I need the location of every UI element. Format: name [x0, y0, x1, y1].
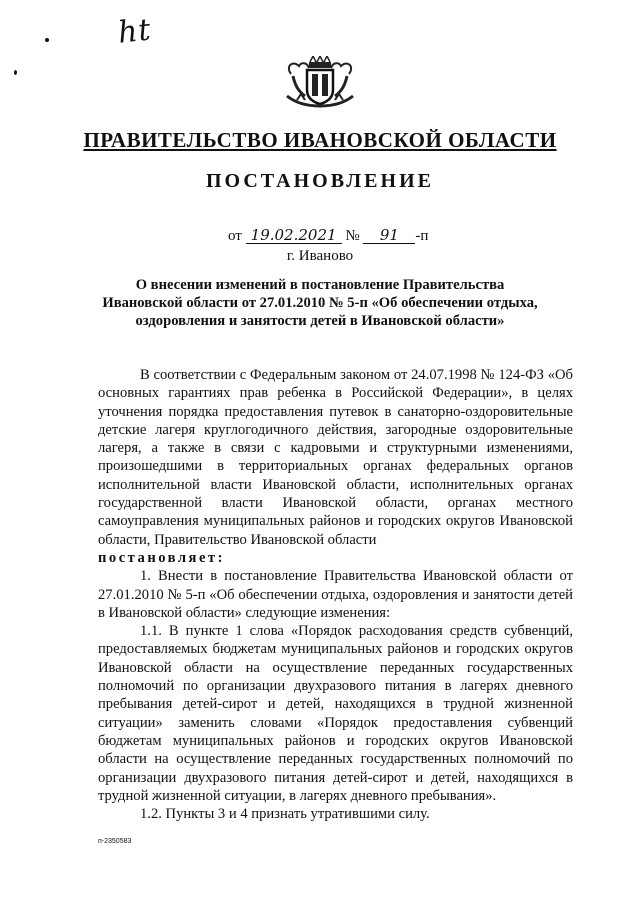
document-barcode-number: п-2350583 — [98, 838, 132, 845]
item-1-1: 1.1. В пункте 1 слова «Порядок расходования средств субвенций, предоставляемых бюджетам муниципальных районов и городских округов Ивановской области на осуществление переданных государственных полномочий по организации двухразового питания в лагерях дневного пребывания детей-сирот и детей, находящихся в трудной жизненной ситуации» заменить словами «Порядок предоставления субвенций бюджетам муниципальных районов и городских округов Ивановской области на осуществление переданных государственных полномочий по организации двухразового питания детей-сирот и детей, находящихся в трудной жизненной ситуации, в лагерях дневного пребывания». — [98, 623, 573, 804]
preamble-paragraph — [98, 366, 573, 549]
date-prefix: от — [228, 228, 242, 244]
date-line — [228, 228, 428, 245]
handwritten-note: ht — [116, 12, 154, 51]
coat-of-arms-emblem — [283, 56, 357, 110]
ink-mark — [45, 38, 49, 42]
date-value: 19.02.2021 — [246, 228, 342, 244]
document-body — [98, 366, 573, 823]
resolves-paragraph — [98, 549, 573, 567]
government-title: ПРАВИТЕЛЬСТВО ИВАНОВСКОЙ ОБЛАСТИ — [83, 128, 557, 152]
document-type: ПОСТАНОВЛЕНИЕ — [206, 170, 434, 192]
number-label: № — [345, 228, 360, 244]
item-1-2: 1.2. Пункты 3 и 4 признать утратившими силу. — [140, 806, 430, 823]
document-subject: О внесении изменений в постановление Правительства Ивановской области от 27.01.2010 № 5-п «Об обеспечении отдыха, оздоровления и занятости детей в Ивановской области» — [102, 277, 538, 329]
item-1: 1. Внести в постановление Правительства Ивановской области от 27.01.2010 № 5-п «Об обеспечении отдыха, оздоровления и занятости детей в Ивановской области» следующие изменения: — [98, 568, 573, 621]
city: г. Иваново — [286, 248, 354, 264]
resolves-keyword: постановляет: — [98, 549, 225, 566]
number-value: 91 — [363, 228, 415, 244]
preamble-text: В соответствии с Федеральным законом от 24.07.1998 № 124-ФЗ «Об основных гарантиях прав ребенка в Российской Федерации», в целях уточнения порядка предоставления путевок в санаторно-оздоровительные детские лагеря круглогодичного действия, загородные оздоровительные лагеря, а также в связи с кадровыми и структурными изменениями, произошедшими в территориальных органах федеральных органов исполнительной власти Ивановской области, исполнительных органах государственной власти Ивановской области, органах местного самоуправления муниципальных районов и городских округов Ивановской области, Правительство Ивановской области — [98, 367, 573, 548]
number-suffix: -п — [415, 228, 429, 244]
ink-mark — [14, 70, 17, 75]
